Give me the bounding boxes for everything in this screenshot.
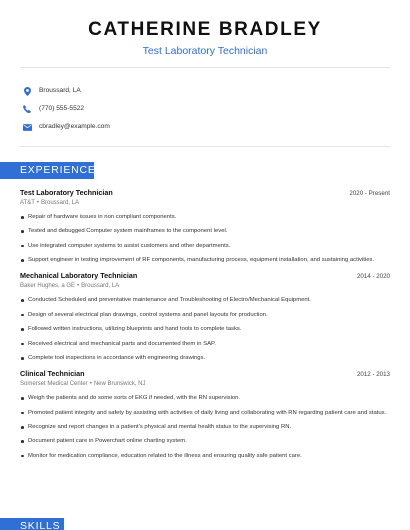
location-text: Broussard, LA <box>39 87 81 94</box>
header-divider <box>20 67 390 68</box>
job-company: Baker Hughes, a GE • Broussard, LA <box>20 283 120 290</box>
email-text: cbradley@example.com <box>39 123 110 130</box>
envelope-icon <box>22 122 32 132</box>
job-title: Clinical Technician <box>20 369 85 379</box>
bullet-item: Weigh the patients and do some sorts of EKG if needed, with the RN supervision. <box>20 394 390 402</box>
job-title: Test Laboratory Technician <box>20 188 113 197</box>
job-company: Somerset Medical Center • New Brunswick, NJ <box>20 381 146 388</box>
company-location: Broussard, LA <box>81 283 120 290</box>
bullet-item: Monitor for medication compliance, education related to the illness and ensuring quality safe patient care. <box>20 452 390 460</box>
bullet-item: Promoted patient integrity and safety by assisting with activities of daily living and collaborating with RN regarding patient care and status. <box>20 409 390 417</box>
job-dates: 2012 - 2013 <box>356 371 390 379</box>
phone-icon <box>22 104 32 114</box>
bullet-item: Use integrated computer systems to assist customers and other departments. <box>20 242 390 250</box>
job-bullets <box>20 394 390 460</box>
job-dates: 2014 - 2020 <box>356 273 390 281</box>
contact-divider <box>20 146 390 147</box>
bullet-item: Followed written instructions, utilizing blueprints and hand tools to complete tasks. <box>20 325 390 333</box>
job-dates: 2020 - Present <box>349 190 390 197</box>
contact-email <box>22 118 110 136</box>
bullet-item: Repair of hardware issues in non compliant components. <box>20 213 390 221</box>
company-name: Baker Hughes, a GE <box>20 283 76 290</box>
job-bullets <box>20 296 390 362</box>
bullet-item: Recognize and report changes in a patient's physical and mental health status to the supervising RN. <box>20 423 390 431</box>
experience-list <box>20 188 390 467</box>
experience-heading: EXPERIENCE <box>0 162 94 179</box>
bullet-item: Received electrical and mechanical parts and documented them in SAP. <box>20 340 390 348</box>
bullet-item: Conducted Scheduled and preventative maintenance and Troubleshooting of Electro/Mechanical Equipment. <box>20 296 390 304</box>
company-location: New Brunswick, NJ <box>93 381 146 388</box>
contact-info <box>22 82 110 136</box>
contact-phone <box>22 100 110 118</box>
phone-text: (770) 555-5522 <box>39 105 85 112</box>
job-bullets <box>20 213 390 264</box>
bullet-item: Design of several electrical plan drawings, control systems and panel layouts for production. <box>20 311 390 319</box>
bullet-item: Tested and debugged Computer system mainframes to the component level. <box>20 227 390 235</box>
company-location: Broussard, LA <box>41 200 80 206</box>
company-name: Somerset Medical Center <box>20 381 88 388</box>
job-entry <box>20 188 390 264</box>
skills-heading: SKILLS <box>0 518 64 530</box>
resume-header <box>0 0 410 58</box>
bullet-item: Support engineer in testing improvement of RF components, manufacturing process, equipment installation, and sustaining activities. <box>20 256 390 264</box>
job-entry <box>20 369 390 460</box>
bullet-item: Complete tool inspections in accordance with engineering drawings. <box>20 354 390 362</box>
job-entry <box>20 271 390 362</box>
job-company: AT&T • Broussard, LA <box>20 200 80 206</box>
bullet-item: Document patient care in Powerchart online charting system. <box>20 437 390 445</box>
candidate-name: CATHERINE BRADLEY <box>88 19 322 40</box>
job-title: Mechanical Laboratory Technician <box>20 271 138 281</box>
location-pin-icon <box>22 86 32 96</box>
candidate-title: Test Laboratory Technician <box>142 45 268 57</box>
company-name: AT&T <box>20 200 35 206</box>
contact-location <box>22 82 110 100</box>
